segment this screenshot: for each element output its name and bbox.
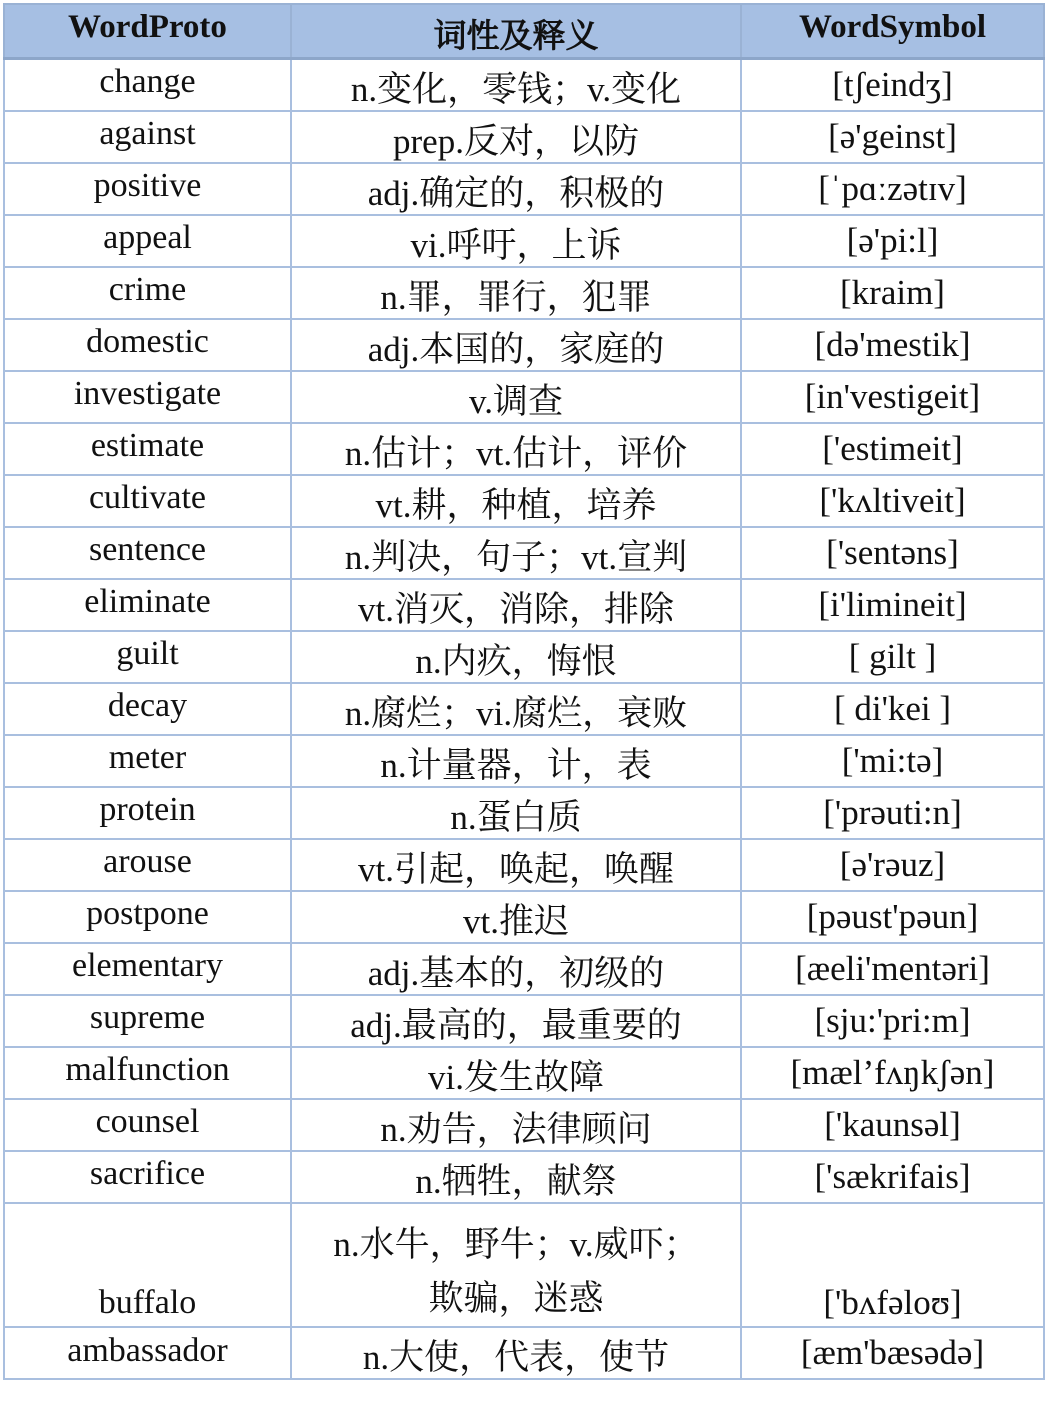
definition-cell: n.水牛，野牛；v.威吓；欺骗，迷惑	[291, 1203, 741, 1328]
word-cell: sacrifice	[4, 1151, 291, 1203]
definition-cell: n.蛋白质	[291, 787, 741, 839]
word-cell: supreme	[4, 995, 291, 1047]
table-row	[4, 839, 1044, 891]
symbol-cell: ['mi:tə]	[741, 735, 1044, 787]
definition-cell: n.判决，句子；vt.宣判	[291, 527, 741, 579]
symbol-cell: [ə'rəuz]	[741, 839, 1044, 891]
word-cell: elementary	[4, 943, 291, 995]
header-row	[4, 4, 1044, 58]
definition-cell: vi.呼吁，上诉	[291, 215, 741, 267]
word-cell: cultivate	[4, 475, 291, 527]
word-cell: investigate	[4, 371, 291, 423]
table-body	[4, 58, 1044, 1379]
word-cell: sentence	[4, 527, 291, 579]
table-row	[4, 683, 1044, 735]
symbol-cell: [mæl’fʌŋkʃən]	[741, 1047, 1044, 1099]
definition-cell: v.调查	[291, 371, 741, 423]
table-row	[4, 579, 1044, 631]
table-row	[4, 631, 1044, 683]
word-cell: positive	[4, 163, 291, 215]
word-cell: crime	[4, 267, 291, 319]
symbol-cell: [də'mestik]	[741, 319, 1044, 371]
table-row	[4, 58, 1044, 111]
table-row	[4, 787, 1044, 839]
table-row	[4, 1151, 1044, 1203]
definition-cell: n.变化，零钱；v.变化	[291, 58, 741, 111]
symbol-cell: ['sentəns]	[741, 527, 1044, 579]
symbol-cell: ['sækrifais]	[741, 1151, 1044, 1203]
word-cell: estimate	[4, 423, 291, 475]
table-row	[4, 1327, 1044, 1379]
word-cell: eliminate	[4, 579, 291, 631]
definition-cell: vt.引起，唤起，唤醒	[291, 839, 741, 891]
word-cell: domestic	[4, 319, 291, 371]
symbol-cell: [kraim]	[741, 267, 1044, 319]
definition-cell: n.内疚，悔恨	[291, 631, 741, 683]
symbol-cell: [ˈpɑːzətɪv]	[741, 163, 1044, 215]
symbol-cell: ['kʌltiveit]	[741, 475, 1044, 527]
word-cell: postpone	[4, 891, 291, 943]
word-cell: malfunction	[4, 1047, 291, 1099]
table-row	[4, 1047, 1044, 1099]
definition-cell: vi.发生故障	[291, 1047, 741, 1099]
definition-cell: n.大使，代表，使节	[291, 1327, 741, 1379]
word-cell: buffalo	[4, 1203, 291, 1328]
word-cell: decay	[4, 683, 291, 735]
symbol-cell: ['prəuti:n]	[741, 787, 1044, 839]
definition-cell: vt.耕，种植，培养	[291, 475, 741, 527]
definition-cell: adj.最高的，最重要的	[291, 995, 741, 1047]
word-cell: appeal	[4, 215, 291, 267]
table-row	[4, 215, 1044, 267]
table-row	[4, 995, 1044, 1047]
symbol-cell: ['estimeit]	[741, 423, 1044, 475]
definition-cell: n.牺牲，献祭	[291, 1151, 741, 1203]
symbol-cell: [æeli'mentəri]	[741, 943, 1044, 995]
table-row	[4, 527, 1044, 579]
table-row	[4, 891, 1044, 943]
definition-cell: adj.确定的，积极的	[291, 163, 741, 215]
symbol-cell: [æm'bæsədə]	[741, 1327, 1044, 1379]
table-row	[4, 267, 1044, 319]
word-cell: counsel	[4, 1099, 291, 1151]
table-row	[4, 1203, 1044, 1328]
table-row	[4, 111, 1044, 163]
table-row	[4, 475, 1044, 527]
table-row	[4, 1099, 1044, 1151]
table-row	[4, 735, 1044, 787]
definition-cell: adj.本国的，家庭的	[291, 319, 741, 371]
symbol-cell: [pəust'pəun]	[741, 891, 1044, 943]
word-cell: meter	[4, 735, 291, 787]
header-word-symbol: WordSymbol	[741, 4, 1044, 58]
symbol-cell: [i'limineit]	[741, 579, 1044, 631]
definition-cell: n.腐烂；vi.腐烂，衰败	[291, 683, 741, 735]
symbol-cell: [ gilt ]	[741, 631, 1044, 683]
definition-cell: prep.反对，以防	[291, 111, 741, 163]
word-cell: change	[4, 58, 291, 111]
definition-cell: n.劝告，法律顾问	[291, 1099, 741, 1151]
table-row	[4, 943, 1044, 995]
definition-cell: adj.基本的，初级的	[291, 943, 741, 995]
definition-cell: n.估计；vt.估计，评价	[291, 423, 741, 475]
vocabulary-table	[3, 3, 1045, 1380]
word-cell: guilt	[4, 631, 291, 683]
table-row	[4, 423, 1044, 475]
symbol-cell: [sju:'pri:m]	[741, 995, 1044, 1047]
definition-cell: vt.推迟	[291, 891, 741, 943]
table-row	[4, 319, 1044, 371]
definition-cell: vt.消灭，消除，排除	[291, 579, 741, 631]
symbol-cell: ['kaunsəl]	[741, 1099, 1044, 1151]
symbol-cell: ['bʌfəloʊ]	[741, 1203, 1044, 1328]
word-cell: arouse	[4, 839, 291, 891]
definition-cell: n.计量器，计，表	[291, 735, 741, 787]
symbol-cell: [tʃeindʒ]	[741, 58, 1044, 111]
table-row	[4, 163, 1044, 215]
table-row	[4, 371, 1044, 423]
symbol-cell: [ə'pi:l]	[741, 215, 1044, 267]
word-cell: protein	[4, 787, 291, 839]
word-cell: ambassador	[4, 1327, 291, 1379]
header-definition: 词性及释义	[291, 4, 741, 58]
header-word-proto: WordProto	[4, 4, 291, 58]
definition-cell: n.罪，罪行，犯罪	[291, 267, 741, 319]
symbol-cell: [in'vestigeit]	[741, 371, 1044, 423]
symbol-cell: [ə'geinst]	[741, 111, 1044, 163]
symbol-cell: [ di'kei ]	[741, 683, 1044, 735]
word-cell: against	[4, 111, 291, 163]
